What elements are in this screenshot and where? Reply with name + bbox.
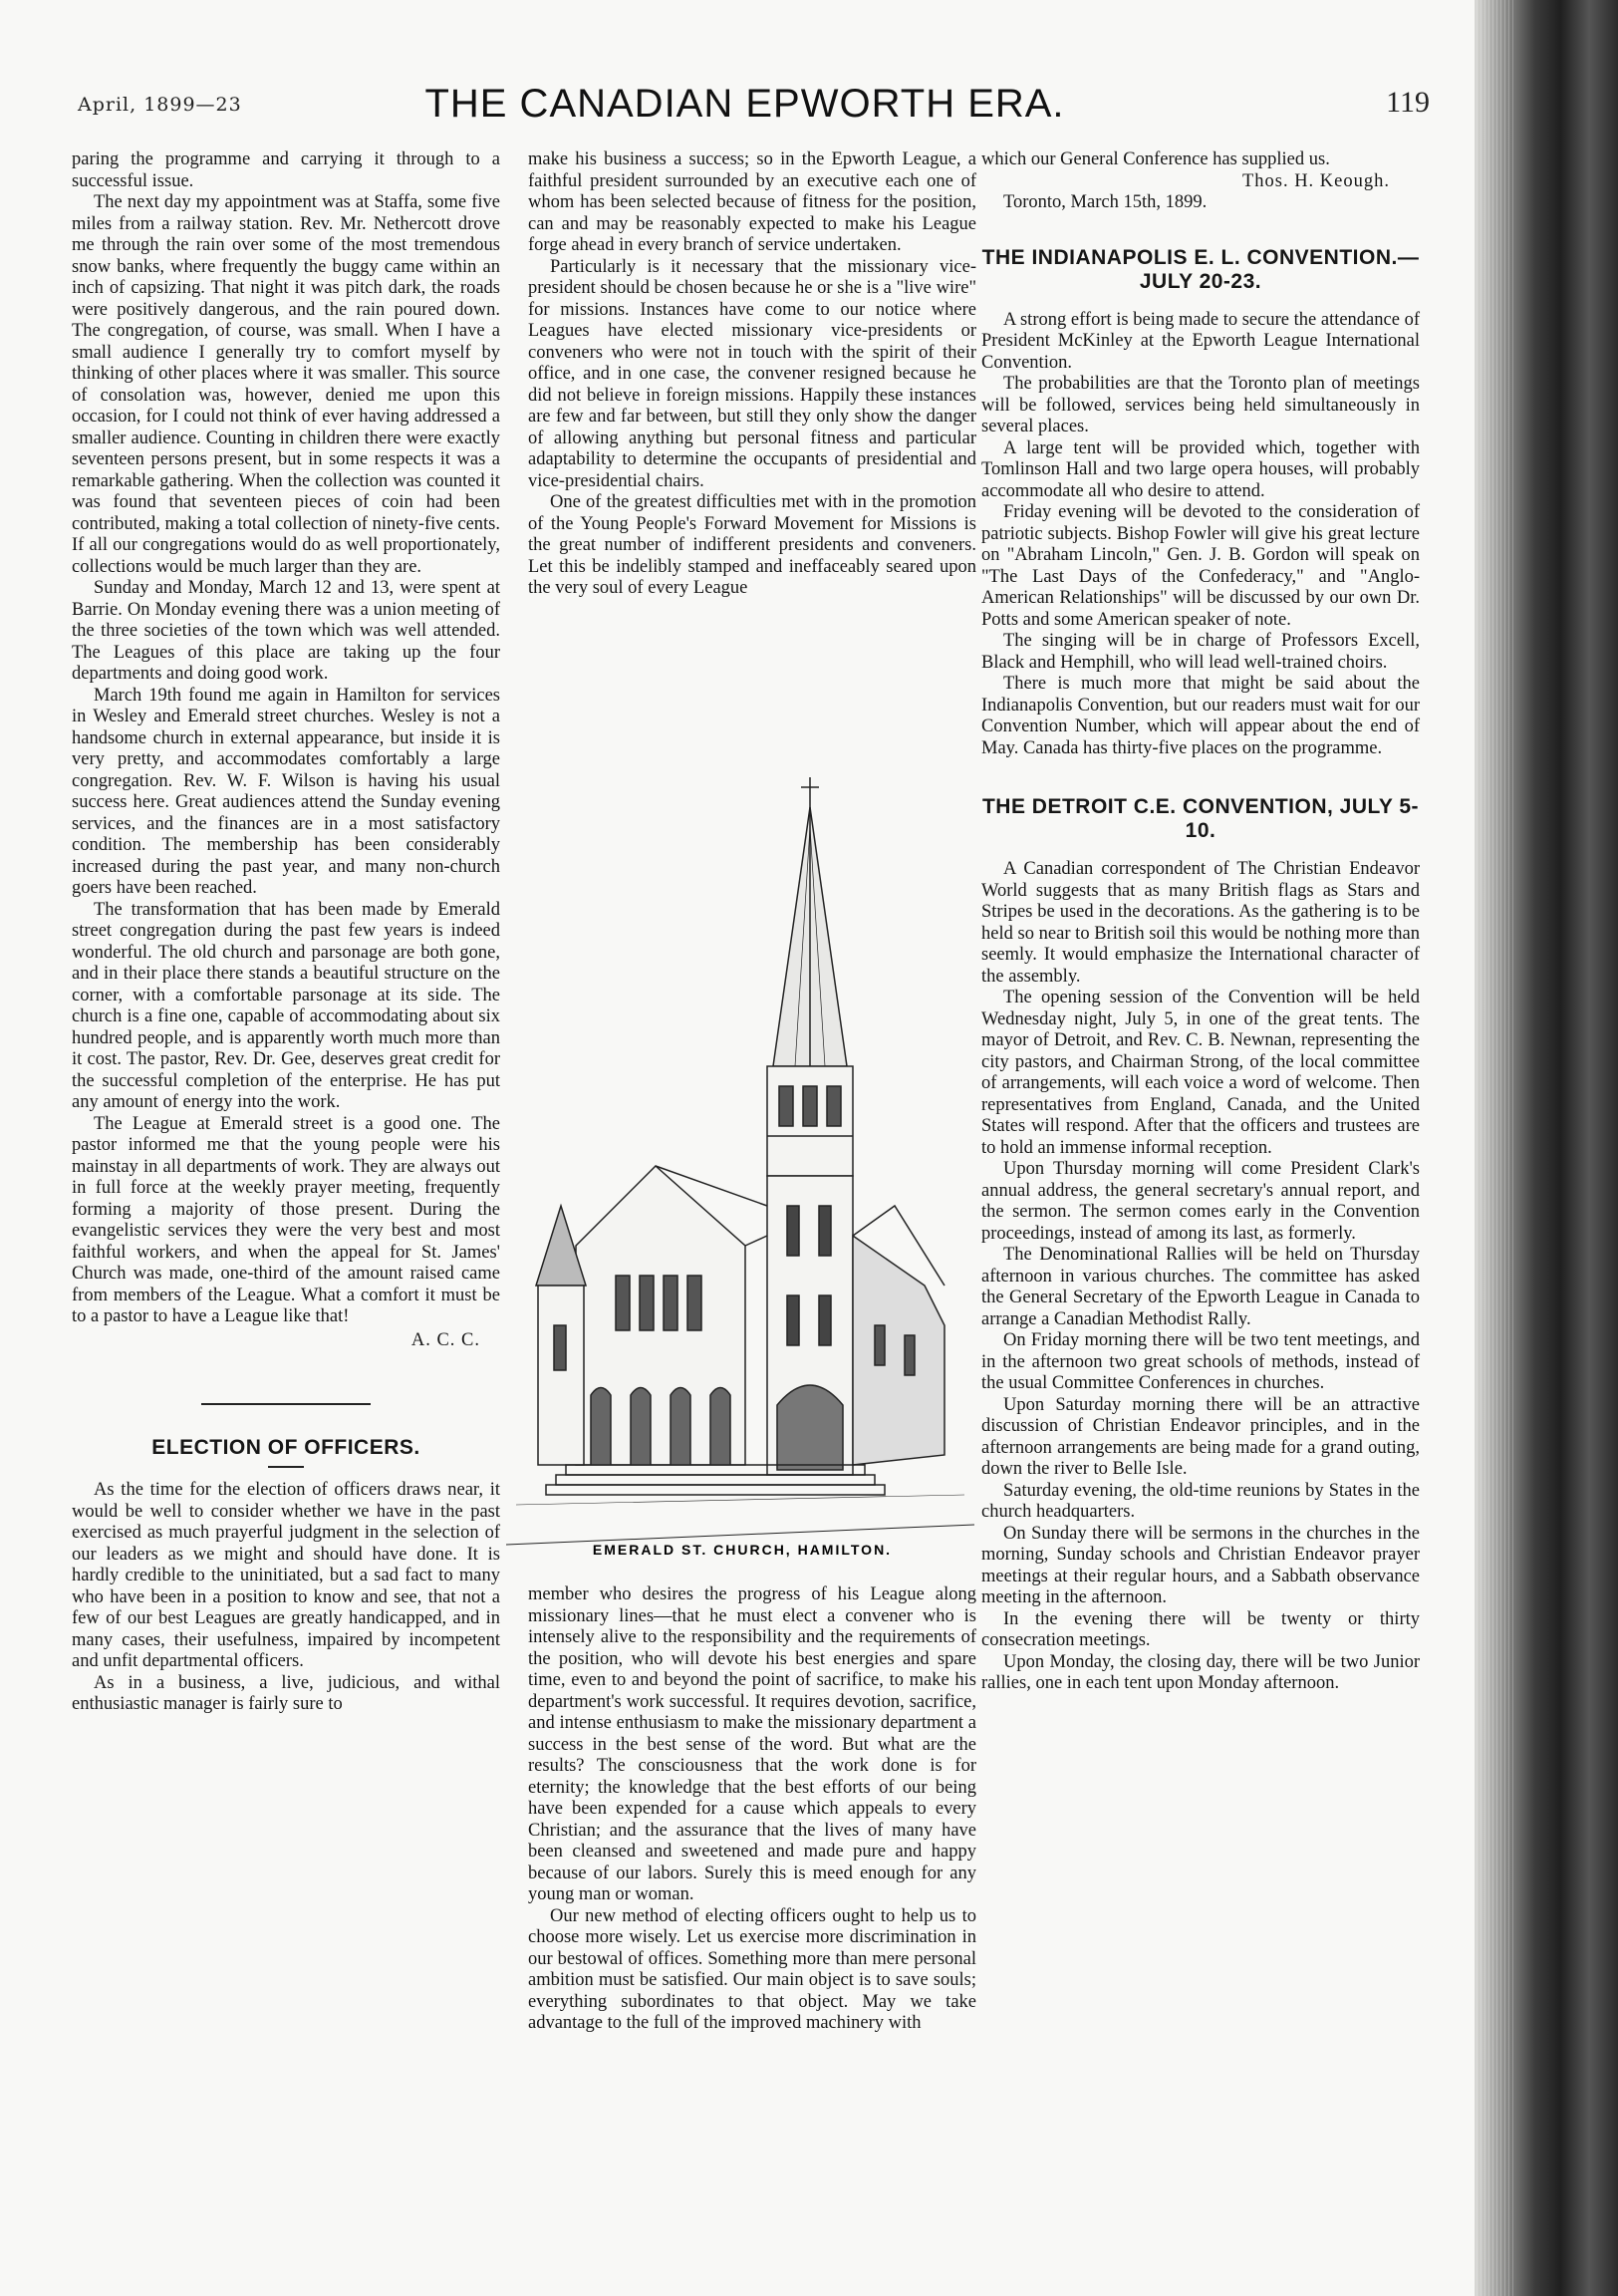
paragraph: Upon Saturday morning there will be an attractive discussion of Christian Endeavor principles, and in the afternoon arrangements are being made for a grand outing, down the river to Belle Isle. xyxy=(981,1394,1420,1479)
paragraph: Saturday evening, the old-time reunions by States in the church headquarters. xyxy=(981,1480,1420,1522)
article-signature: Thos. H. Keough. xyxy=(1241,170,1390,191)
paragraph: Upon Monday, the closing day, there will be two Junior rallies, one in each tent upon Monday afternoon. xyxy=(981,1651,1420,1693)
paragraph: The next day my appointment was at Staffa, some five miles from a railway station. Rev. Mr. Nethercott drove me through the rain over some of the most tremendous snow banks, where frequently the buggy came within an inch of capsizing. That night it was pitch dark, the roads were positively dangerous, and the rain poured down. The congregation, of course, was small. When I have a small audience I generally try to comfort myself by thinking of other places where it was smaller. This source of consolation was, however, denied me upon this occasion, for I could not think of ever having addressed a smaller audience. Counting in children there were exactly seventeen persons present, but in some respects it was a remarkable gathering. When the collection was counted it was found that seventeen pieces of coin had been contributed, making a total collection of ninety-five cents. If all our congregations would do as well proportionately, collections would be much larger than they are. xyxy=(72,192,500,577)
paragraph: member who desires the progress of his League along missionary lines—that he must elect a convener who is intensely alive to the responsibility and the requirements of the position, who will devote his best energies and spare time, even to and beyond the point of sacrifice, to make his department's work successful. It requires devotion, sacrifice, and intense enthusiasm to make the missionary department a success in the best sense of the word. But what are the results? The consciousness that the work done is for eternity; the knowledge that the best efforts of our being have been expended for a cause which appeals to every Christian; and the assurance that the lives of many have been cleansed and sweetened and made pure and happy because of our labors. Surely this is meed enough for any young man or woman. xyxy=(528,1584,976,1904)
paragraph: As in a business, a live, judicious, and withal enthusiastic manager is fairly sure to xyxy=(72,1672,500,1714)
paragraph: make his business a success; so in the Epworth League, a faithful president surrounded by an executive each one of whom has been selected because of fitness for the position, can and may be reasonably expected to make his League forge ahead in every branch of service undertaken. xyxy=(528,149,976,255)
church-illustration xyxy=(506,767,974,1584)
page-edges xyxy=(1477,0,1516,2296)
paragraph: One of the greatest difficulties met with in the promotion of the Young People's Forward Movement for Missions is the great number of indifferent presidents and conveners. Let this be indelibly stamped and ineffaceably seared upon the very soul of every League xyxy=(528,492,976,598)
paragraph: A Canadian correspondent of The Christian Endeavor World suggests that as many British flags as Stars and Stripes be used in the decorations. As the gathering is to be held so near to British soil this would be nothing more than seemly. It would emphasize the International character of the assembly. xyxy=(981,859,1420,987)
paragraph: Upon Thursday morning will come President Clark's annual address, the general secretary's annual report, and the sermon. The sermon comes early in the Convention proceedings, instead of among its last, as formerly. xyxy=(981,1159,1420,1244)
paragraph: March 19th found me again in Hamilton for services in Wesley and Emerald street churches. Wesley is not a handsome church in external appearance, but inside it is very pretty, and accommodates comfortably a large congregation. Rev. W. F. Wilson is having his usual success here. Great audiences attend the Sunday evening services, and the finances are in a most satisfactory condition. The membership has been considerably increased during the past year, and many non-church goers have been reached. xyxy=(72,685,500,898)
paragraph: On Friday morning there will be two tent meetings, and in the afternoon two great schools of methods, instead of the usual Committee Conferences in churches. xyxy=(981,1330,1420,1393)
paragraph: Particularly is it necessary that the missionary vice-president should be chosen because he or she is a "live wire" for missions. Instances have come to our notice where Leagues have elected missionary vice-presidents or conveners who were not in touch with the spirit of their office, and in one case, the convener resigned because he did not believe in foreign missions. Happily these instances are few and far between, but still they only show the danger of allowing anything but personal fitness and particular adaptability to determine the occupants of presidential and vice-presidential chairs. xyxy=(528,256,976,491)
paragraph: The opening session of the Convention will be held Wednesday night, July 5, in one of the great tents. The mayor of Detroit, and Rev. C. B. Newnan, representing the city pastors, and Chairman Strong, of the local committee of arrangements, will each voice a word of welcome. Then representatives from England, Canada, and the United States will respond. After that the officers and trustees are to hold an immense informal reception. xyxy=(981,988,1420,1158)
article-dateline: Toronto, March 15th, 1899. xyxy=(1003,192,1208,212)
paragraph: On Sunday there will be sermons in the churches in the morning, Sunday schools and Christian Endeavor prayer meetings at their regular hours, and a Sabbath observance meeting in the afternoon. xyxy=(981,1523,1420,1607)
paragraph: which our General Conference has supplied us. xyxy=(981,149,1330,169)
paragraph: A strong effort is being made to secure the attendance of President McKinley at the Epworth League International Convention. xyxy=(981,309,1420,373)
section-title-indianapolis: THE INDIANAPOLIS E. L. CONVENTION.—JULY 20-23. xyxy=(981,245,1420,293)
illustration-caption: EMERALD ST. CHURCH, HAMILTON. xyxy=(592,1542,893,1558)
newspaper-title: THE CANADIAN EPWORTH ERA. xyxy=(424,82,1065,126)
article-signature: A. C. C. xyxy=(410,1329,480,1350)
section-title-election: ELECTION OF OFFICERS. xyxy=(151,1436,420,1459)
divider xyxy=(201,1403,371,1405)
paragraph: As the time for the election of officers draws near, it would be well to consider whether we have in the past exercised as much prayerful judgment in the selection of our leaders as we might and should have done. It is hardly credible to the uninitiated, but a sad fact to many who have been in a position to know and see, that not a few of our best Leagues are greatly handicapped, and in many cases, their usefulness, impaired by incompetent and unfit departmental officers. xyxy=(72,1480,500,1671)
masthead xyxy=(60,82,1430,132)
paragraph: Our new method of electing officers ought to help us to choose more wisely. Let us exercise more discrimination in our bestowal of offices. Something more than mere personal ambition must be satisfied. Our main object is to save souls; everything subordinates to that object. May we take advantage to the full of the improved machinery with xyxy=(528,1905,976,2033)
section-title-detroit: THE DETROIT C.E. CONVENTION, JULY 5-10. xyxy=(981,795,1420,842)
paragraph: A large tent will be provided which, together with Tomlinson Hall and two large opera houses, will probably accommodate all who desire to attend. xyxy=(981,437,1420,501)
issue-date: April, 1899—23 xyxy=(78,94,242,116)
paragraph: The transformation that has been made by Emerald street congregation during the past few years is indeed wonderful. The old church and parsonage are both gone, and in their place there stands a beautiful structure on the corner, with a comfortable parsonage at its side. The church is a fine one, capable of accommodating about six hundred people, and is apparently worth much more than it cost. The pastor, Rev. Dr. Gee, deserves great credit for the successful completion of the enterprise. He has put any amount of energy into the work. xyxy=(72,899,500,1112)
column-1 xyxy=(72,149,500,1716)
paragraph: In the evening there will be twenty or thirty consecration meetings. xyxy=(981,1608,1420,1650)
page-number: 119 xyxy=(1386,86,1430,119)
column-2-continued xyxy=(528,1584,976,2035)
paragraph: The Denominational Rallies will be held on Thursday afternoon in various churches. The committee has asked the General Secretary of the Epworth League in Canada to arrange a Canadian Methodist Rally. xyxy=(981,1245,1420,1329)
divider xyxy=(268,1466,304,1468)
paragraph: Sunday and Monday, March 12 and 13, were spent at Barrie. On Monday evening there was a union meeting of the three societies of the town which was well attended. The Leagues of this place are taking up the four departments and doing good work. xyxy=(72,578,500,684)
column-2 xyxy=(528,149,976,600)
paragraph: The probabilities are that the Toronto plan of meetings will be followed, services being held simultaneously in several places. xyxy=(981,374,1420,436)
paragraph: There is much more that might be said about the Indianapolis Convention, but our readers must wait for our Convention Number, which will appear about the end of May. Canada has thirty-five places on the programme. xyxy=(981,674,1420,758)
paragraph: The singing will be in charge of Professors Excell, Black and Hemphill, who will lead well-trained choirs. xyxy=(981,631,1420,673)
paragraph: Friday evening will be devoted to the consideration of patriotic subjects. Bishop Fowler will give his great lecture on "Abraham Lincoln," Gen. J. B. Gordon will speak on "The Last Days of the Confederacy," and "Anglo-American Relationships" will be discussed by our own Dr. Potts and some American speaker of note. xyxy=(981,502,1420,630)
paragraph: paring the programme and carrying it through to a successful issue. xyxy=(72,149,500,191)
paragraph: The League at Emerald street is a good one. The pastor informed me that the young people were his mainstay in all departments of work. They are always out in full force at the weekly prayer meeting, frequently forming a majority of those present. During the evangelistic services they were the very best and most faithful workers, and when the appeal for St. James' Church was made, one-third of the amount raised came from members of the League. What a comfort it must be to a pastor to have a League like that! xyxy=(72,1113,500,1326)
column-3 xyxy=(981,149,1420,1695)
